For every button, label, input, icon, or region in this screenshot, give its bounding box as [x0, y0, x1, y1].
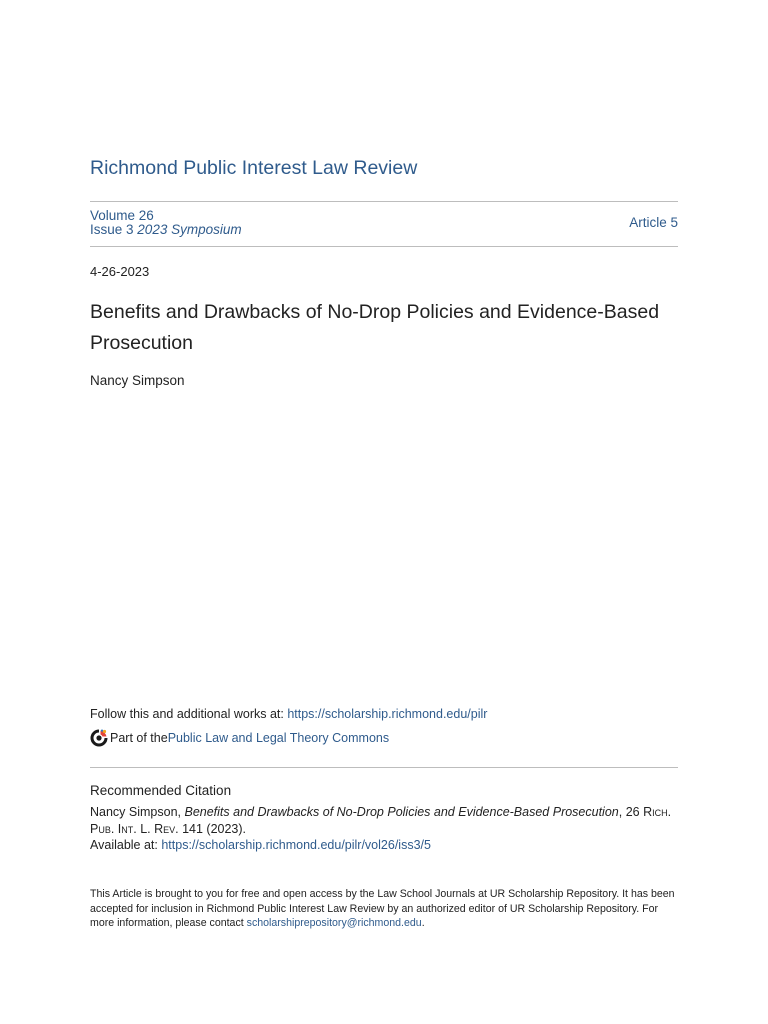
footer-end: . — [421, 917, 425, 929]
part-of-line — [90, 729, 389, 747]
network-logo-icon — [90, 729, 108, 747]
part-of-label: Part of the — [110, 731, 168, 745]
citation-text — [90, 804, 678, 838]
journal-title-link[interactable]: Richmond Public Interest Law Review — [90, 157, 418, 179]
divider-bottom — [90, 767, 678, 768]
cover-page — [90, 0, 678, 1024]
footer-text: This Article is brought to you for free and open access by the Law School Journals at UR Scholarship Repository. It has been accepted for inclusion in Richmond Public Interest Law Review by an authorized editor of UR Scholarship Repository. For more information, please contact — [90, 888, 675, 929]
citation-title: Benefits and Drawbacks of No-Drop Policies and Evidence-Based Prosecution — [184, 805, 619, 819]
divider-top — [90, 201, 678, 202]
recommended-citation-heading: Recommended Citation — [90, 783, 232, 798]
citation-author: Nancy Simpson, — [90, 805, 185, 819]
follow-label: Follow this and additional works at: — [90, 707, 288, 721]
divider-middle — [90, 246, 678, 247]
publication-date: 4-26-2023 — [90, 264, 150, 279]
citation-suffix-pre: , 26 — [618, 805, 644, 819]
follow-line — [90, 707, 487, 721]
available-at-line — [90, 838, 431, 852]
volume-issue-block — [90, 209, 242, 237]
contact-email-link[interactable]: scholarshiprepository@richmond.edu — [246, 917, 422, 929]
article-title: Benefits and Drawbacks of No-Drop Policies and Evidence-Based Prosecution — [90, 301, 660, 354]
footer-note — [90, 887, 678, 931]
citation-suffix-post: 141 (2023). — [178, 822, 247, 836]
article-author: Nancy Simpson — [90, 373, 185, 388]
follow-url-link[interactable]: https://scholarship.richmond.edu/pilr — [287, 707, 488, 721]
issue-link[interactable]: Issue 3 — [90, 222, 134, 237]
volume-link[interactable]: Volume 26 — [90, 208, 154, 223]
available-url-link[interactable]: https://scholarship.richmond.edu/pilr/vol26/iss3/5 — [161, 838, 431, 852]
commons-link[interactable]: Public Law and Legal Theory Commons — [167, 731, 390, 745]
article-number-link[interactable]: Article 5 — [629, 215, 678, 230]
citation-journal-abbrev: Rich. Pub. Int. L. Rev. — [90, 805, 672, 836]
available-label: Available at: — [90, 838, 162, 852]
issue-name-link[interactable]: 2023 Symposium — [137, 222, 242, 237]
